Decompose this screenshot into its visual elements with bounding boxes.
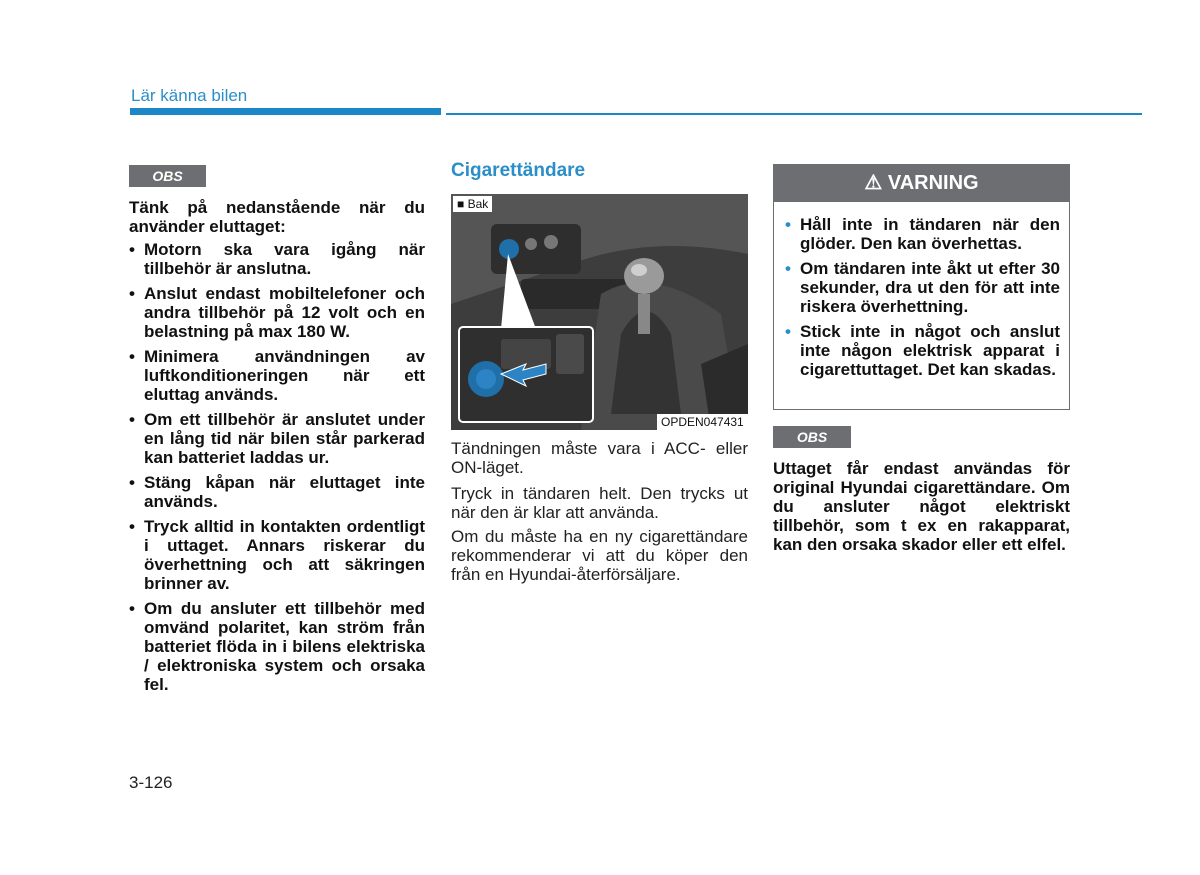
warning-icon: ⚠ bbox=[864, 172, 883, 194]
list-item: • Motorn ska vara igång när tillbehör är anslutna. bbox=[129, 240, 425, 278]
warning-list bbox=[785, 215, 1060, 385]
console-drawing bbox=[451, 194, 748, 430]
cigarette-lighter-heading: Cigarettändare bbox=[451, 160, 586, 181]
warning-header bbox=[774, 165, 1069, 202]
list-item: • Om du ansluter ett tillbehör med omvänd polaritet, kan ström från batteriet flöda in i bilens elektriska / elektroniska system och orsaka fel. bbox=[129, 599, 425, 694]
list-item: • Stäng kåpan när eluttaget inte används. bbox=[129, 473, 425, 511]
page-number: 3-126 bbox=[129, 773, 173, 792]
list-item: • Om tändaren inte åkt ut efter 30 sekunder, dra ut den för att inte riskera överhettning. bbox=[785, 259, 1060, 316]
obs-tag: OBS bbox=[773, 426, 851, 448]
paragraph: Tändningen måste vara i ACC- eller ON-läget. bbox=[451, 439, 748, 477]
list-item: • Tryck alltid in kontakten ordentligt i uttaget. Annars riskerar du överhettning och att säkringen brinner av. bbox=[129, 517, 425, 593]
header-rule-thin bbox=[446, 113, 1142, 115]
obs-list bbox=[129, 240, 425, 700]
paragraph: Tryck in tändaren helt. Den trycks ut när den är klar att använda. bbox=[451, 484, 748, 522]
section-title: Lär känna bilen bbox=[131, 86, 248, 105]
obs-note: Uttaget får endast användas för original Hyundai cigarettändare. Om du ansluter något elektriskt tillbehör, som t ex en rakapparat, kan den orsaka skador eller ett elfel. bbox=[773, 459, 1070, 554]
paragraph: Om du måste ha en ny cigarettändare rekommenderar vi att du köper den från en Hyundai-återförsäljare. bbox=[451, 527, 748, 584]
header-rule-thick bbox=[130, 108, 441, 115]
list-item: • Minimera användningen av luftkonditioneringen när ett eluttag används. bbox=[129, 347, 425, 404]
list-item: • Håll inte in tändaren när den glöder. Den kan överhettas. bbox=[785, 215, 1060, 253]
list-item: • Om ett tillbehör är anslutet under en lång tid när bilen står parkerad kan batteriet laddas ur. bbox=[129, 410, 425, 467]
list-item: • Stick inte in något och anslut inte någon elektrisk apparat i cigarettuttaget. Det kan skadas. bbox=[785, 322, 1060, 379]
list-item: • Anslut endast mobiltelefoner och andra tillbehör på 12 volt och en belastning på max 180 W. bbox=[129, 284, 425, 341]
console-illustration bbox=[451, 194, 748, 430]
figure-label: ■ Bak bbox=[453, 196, 492, 212]
warning-title: VARNING bbox=[887, 172, 979, 194]
figure-code: OPDEN047431 bbox=[657, 414, 748, 430]
obs-tag: OBS bbox=[129, 165, 206, 187]
obs-intro: Tänk på nedanstående när du använder eluttaget: bbox=[129, 198, 425, 236]
